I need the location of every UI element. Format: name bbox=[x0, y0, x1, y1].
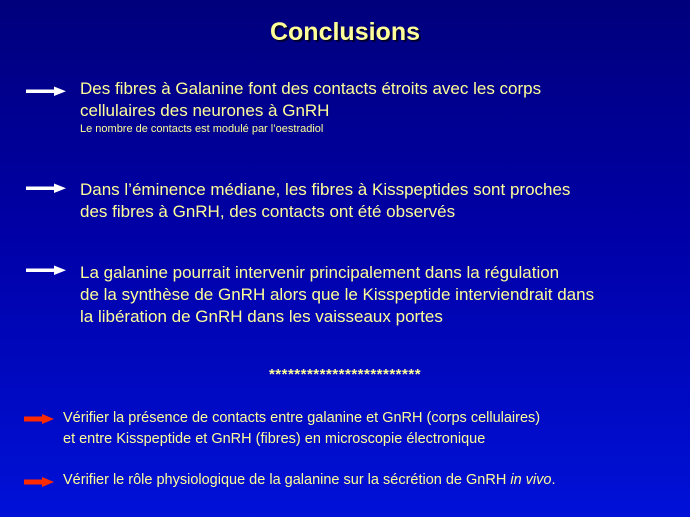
perspective-text-end: . bbox=[551, 472, 556, 488]
perspective-text-main: Vérifier le rôle physiologique de la galanine sur la sécrétion de GnRH bbox=[63, 472, 511, 488]
conclusion-text-1 bbox=[80, 78, 680, 136]
conclusion-note: Le nombre de contacts est modulé par l’oestradiol bbox=[80, 123, 324, 135]
conclusion-text-2 bbox=[80, 179, 680, 223]
separator-stars: ************************ bbox=[268, 366, 422, 383]
white-arrow-icon bbox=[26, 183, 66, 193]
conclusion-line: La galanine pourrait intervenir principalement dans la régulation bbox=[80, 263, 560, 282]
conclusion-line: Dans l’éminence médiane, les fibres à Kisspeptides sont proches bbox=[80, 180, 571, 199]
perspective-text-italic: in vivo bbox=[510, 472, 552, 488]
perspective-line: et entre Kisspeptide et GnRH (fibres) en microscopie électronique bbox=[63, 431, 486, 447]
conclusion-line: cellulaires des neurones à GnRH bbox=[80, 101, 330, 120]
red-arrow-icon bbox=[24, 414, 54, 424]
red-arrow-icon bbox=[24, 477, 54, 487]
conclusion-text-3 bbox=[80, 262, 680, 328]
conclusion-line: Des fibres à Galanine font des contacts étroits avec les corps bbox=[80, 79, 542, 98]
perspective-text-2 bbox=[63, 470, 683, 491]
conclusion-line: de la synthèse de GnRH alors que le Kisspeptide interviendrait dans bbox=[80, 285, 595, 304]
white-arrow-icon bbox=[26, 265, 66, 275]
perspective-text-1 bbox=[63, 408, 683, 450]
white-arrow-icon bbox=[26, 86, 66, 96]
conclusion-line: la libération de GnRH dans les vaisseaux portes bbox=[80, 307, 443, 326]
conclusion-line: des fibres à GnRH, des contacts ont été observés bbox=[80, 202, 456, 221]
perspective-line: Vérifier la présence de contacts entre galanine et GnRH (corps cellulaires) bbox=[63, 410, 541, 426]
slide-title: Conclusions bbox=[269, 18, 420, 46]
